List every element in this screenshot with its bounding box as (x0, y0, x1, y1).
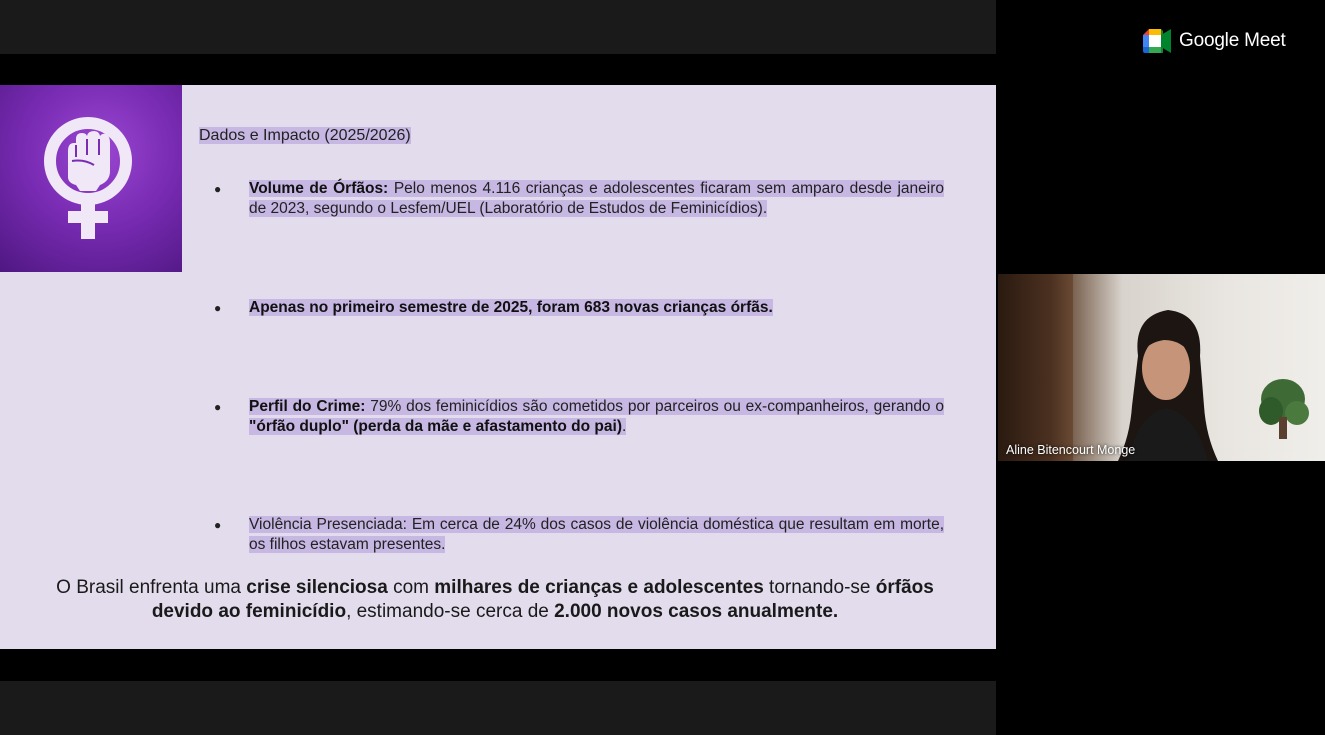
participant-video-frame (1108, 296, 1228, 461)
summary-text: O Brasil enfrenta uma (56, 577, 247, 598)
slide-image (0, 85, 182, 272)
summary-text: , estimando-se cerca de (346, 601, 555, 622)
summary-text: com (387, 577, 435, 598)
background-door (998, 274, 1073, 461)
bullet-label: Volume de Órfãos: (249, 180, 389, 197)
bullet-marker: ● (214, 301, 222, 315)
bullet-item (214, 397, 944, 437)
shared-presentation-slide (0, 85, 996, 649)
background-plant (1253, 369, 1313, 439)
bullet-item (214, 515, 944, 555)
meet-camera-icon (1143, 29, 1171, 53)
bullet-end: . (621, 418, 627, 435)
summary-bold: crise silenciosa (246, 577, 388, 598)
bullet-label: Perfil do Crime: (249, 398, 366, 415)
participant-name-label: Aline Bitencourt Monge (1006, 443, 1136, 457)
bullet-marker: ● (214, 182, 222, 196)
bullet-item (214, 179, 944, 219)
top-letterbox (0, 0, 996, 54)
summary-bold: órfãos devido ao feminicídio (151, 577, 934, 622)
summary-bold: 2.000 novos casos anualmente. (554, 601, 839, 622)
feminist-fist-icon (38, 115, 138, 245)
participant-video-tile[interactable] (998, 274, 1325, 461)
summary-bold: milhares de crianças e adolescentes (434, 577, 764, 598)
bullet-text: Pelo menos 4.116 crianças e adolescentes ficaram sem amparo desde janeiro de 2023, segundo o Lesfem/UEL (Laboratório de Estudos de Feminicídios). (249, 180, 944, 217)
slide-summary (30, 576, 960, 624)
bullet-text: 79% dos feminicídios são cometidos por parceiros ou ex-companheiros, gerando o (365, 398, 944, 415)
bullet-text: Violência Presenciada: Em cerca de 24% dos casos de violência doméstica que resultam em morte, os filhos estavam presentes. (249, 516, 944, 553)
bullet-bold-text: "órfão duplo" (perda da mãe e afastamento do pai) (249, 418, 622, 435)
bullet-label: Apenas no primeiro semestre de 2025, foram 683 novas crianças órfãs. (249, 299, 773, 316)
bullet-item (214, 298, 944, 318)
summary-text: tornando-se (763, 577, 876, 598)
meet-wordmark: Google Meet (1179, 30, 1286, 51)
bullet-marker: ● (214, 518, 222, 532)
bottom-letterbox (0, 681, 996, 735)
slide-title (199, 127, 411, 145)
google-meet-logo (1143, 28, 1286, 54)
slide-title-text: Dados e Impacto (2025/2026) (199, 127, 411, 144)
bullet-marker: ● (214, 400, 222, 414)
